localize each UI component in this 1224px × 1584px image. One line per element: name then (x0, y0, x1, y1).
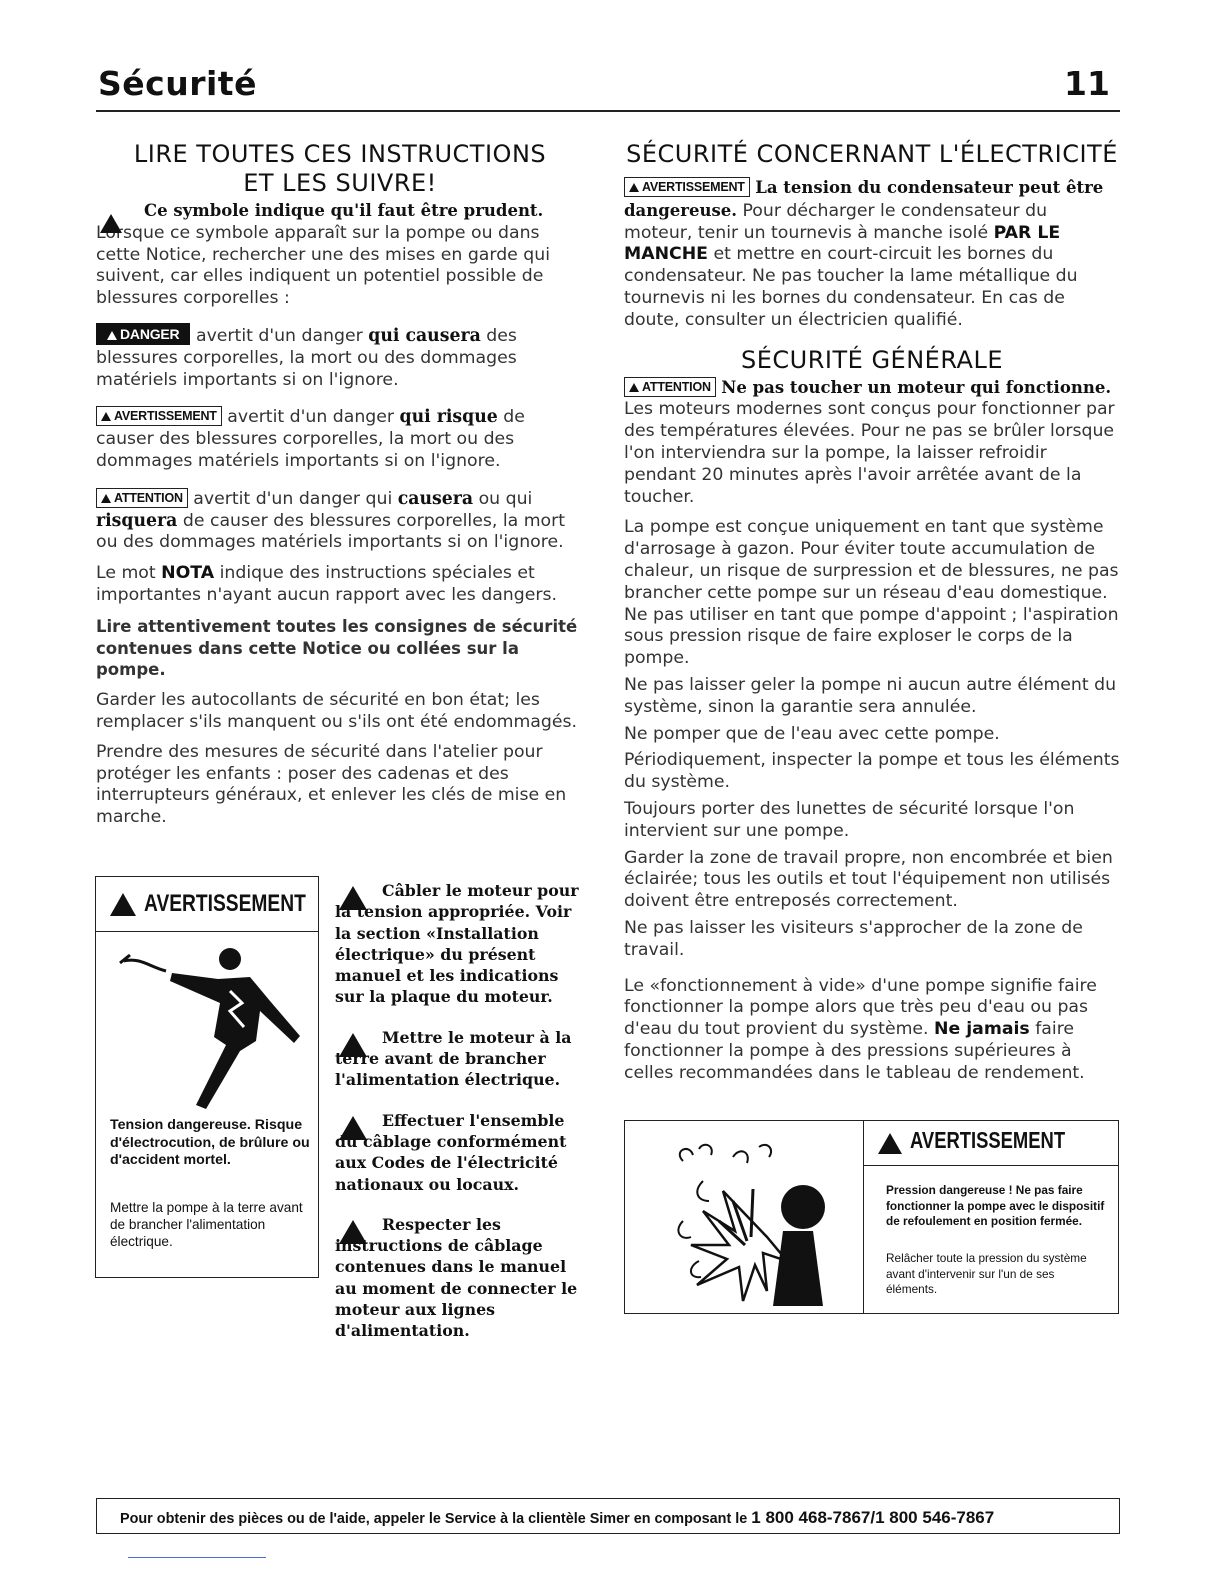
wiring-item: Respecter les instructions de câblage contenues dans le manuel au moment de connecter le moteur aux lignes d'alimentation. (335, 1214, 578, 1341)
warning-triangle-icon (339, 1116, 367, 1140)
wiring-item: Mettre le moteur à la terre avant de brancher l'alimentation électrique. (335, 1027, 572, 1090)
warning-triangle-icon (339, 1033, 367, 1057)
avertissement-paragraph: AVERTISSEMENT avertit d'un danger qui risque de causer des blessures corporelles, la mort ou des dommages matériels importants si on l'ignore. (96, 407, 525, 471)
electricity-heading: SÉCURITÉ CONCERNANT L'ÉLECTRICITÉ (626, 140, 1118, 168)
symbol-paragraph (96, 200, 584, 310)
pressure-warning-box (624, 1120, 1119, 1314)
lawn-pump-paragraph: La pompe est conçue uniquement en tant que système d'arrosage à gazon. Pour éviter toute accumulation de chaleur, un risque de surpression et de blessures, ne pas brancher cette pompe sur un réseau d'eau domestique. Ne pas utiliser en tant que pompe d'appoint ; l'aspiration sous pression risque de faire exploser le corps de la pompe. (624, 517, 1119, 669)
pressure-box-text-panel (863, 1121, 1119, 1313)
instructions-heading-line1: LIRE TOUTES CES INSTRUCTIONS (133, 140, 547, 168)
water-only-paragraph: Ne pomper que de l'eau avec cette pompe. (624, 723, 1000, 744)
general-safety-heading: SÉCURITÉ GÉNÉRALE (741, 345, 1003, 374)
avertissement-badge: AVERTISSEMENT (96, 406, 222, 426)
instructions-heading-line2: ET LES SUIVRE! (243, 169, 437, 197)
attention-badge: ATTENTION (96, 488, 188, 508)
wiring-instructions (335, 880, 585, 1342)
instructions-heading (96, 140, 584, 198)
danger-bold-text: qui causera (368, 325, 481, 346)
right-column (624, 140, 1120, 1084)
work-area-paragraph: Garder la zone de travail propre, non encombrée et bien éclairée; tous les outils et tout l'équipement non utilisés doivent être entreposés correctement. (624, 847, 1113, 912)
electrocution-figure-icon (110, 941, 310, 1111)
symbol-bold-text: Ce symbole indique qu'il faut être prudent. (144, 201, 544, 220)
footer-link-underline (128, 1557, 266, 1558)
decals-paragraph: Garder les autocollants de sécurité en bon état; les remplacer s'ils manquent ou s'ils ont été endommagés. (96, 690, 577, 732)
avert-bold-text: qui risque (399, 407, 498, 428)
pressure-box-header (864, 1121, 1119, 1166)
page-title: Sécurité (98, 64, 257, 103)
children-paragraph: Prendre des mesures de sécurité dans l'atelier pour protéger les enfants : poser des cadenas et des interrupteurs généraux, et enlever les clés de mise en marche. (96, 741, 567, 828)
header-rule (96, 110, 1120, 112)
nota-paragraph: Le mot NOTA indique des instructions spéciales et importantes n'ayant aucun rapport avec les dangers. (96, 563, 557, 605)
danger-badge: DANGER (96, 323, 190, 345)
electrical-shock-warning-box (95, 876, 319, 1278)
footer-text (120, 1508, 994, 1528)
warning-triangle-icon (339, 1220, 367, 1244)
goggles-paragraph: Toujours porter des lunettes de sécurité lorsque l'on intervient sur une pompe. (624, 798, 1075, 841)
pressure-box-text: Relâcher toute la pression du système avant d'intervenir sur l'un de ses éléments. (886, 1251, 1087, 1296)
left-column (96, 140, 584, 829)
inspect-paragraph: Périodiquement, inspecter la pompe et tous les éléments du système. (624, 750, 1120, 793)
pressure-box-heading: AVERTISSEMENT (910, 1127, 1066, 1153)
shock-box-header (96, 877, 318, 932)
attention-paragraph: ATTENTION avertit d'un danger qui causera ou qui risquera de causer des blessures corporelles, la mort ou des dommages matériels importants si on l'ignore. (96, 488, 566, 553)
avertissement-badge: AVERTISSEMENT (624, 177, 750, 197)
dry-run-paragraph: Le «fonctionnement à vide» d'une pompe signifie faire fonctionner la pompe alors que très peu d'eau ou pas d'eau du tout provient du système. Ne jamais faire fonctionner la pompe à des pressions supérieures à celles recommandées dans le tableau de rendement. (624, 975, 1097, 1083)
shock-box-text: Mettre la pompe à la terre avant de brancher l'alimentation électrique. (110, 1200, 303, 1249)
warning-triangle-icon (110, 893, 136, 916)
danger-paragraph: DANGER avertit d'un danger qui causera des blessures corporelles, la mort ou des dommages matériels importants si on l'ignore. (96, 323, 584, 391)
wiring-item: Câbler le moteur pour la tension appropriée. Voir la section «Installation électrique» du présent manuel et les indications sur la plaque du moteur. (335, 881, 579, 1007)
warning-triangle-icon (878, 1133, 902, 1154)
read-instructions-paragraph: Lire attentivement toutes les consignes de sécurité contenues dans cette Notice ou collées sur la pompe. (96, 616, 578, 680)
footer-phone-numbers: 1 800 468-7867/1 800 546-7867 (751, 1508, 995, 1527)
footer-help-text: Pour obtenir des pièces ou de l'aide, appeler le Service à la clientèle Simer en composant le (120, 1511, 748, 1527)
page-number: 11 (1064, 64, 1110, 103)
freeze-paragraph: Ne pas laisser geler la pompe ni aucun autre élément du système, sinon la garantie sera annulée. (624, 674, 1117, 717)
shock-box-heading: AVERTISSEMENT (144, 890, 306, 917)
warning-triangle-icon (100, 214, 122, 233)
warning-triangle-icon (107, 331, 117, 340)
warning-triangle-icon (101, 412, 111, 421)
attention-badge: ATTENTION (624, 377, 716, 397)
warning-triangle-icon (339, 886, 367, 910)
visitors-paragraph: Ne pas laisser les visiteurs s'approcher de la zone de travail. (624, 917, 1083, 960)
wiring-item: Effectuer l'ensemble du câblage conformément aux Codes de l'électricité nationaux ou locaux. (335, 1110, 567, 1194)
hot-motor-paragraph: ATTENTION Ne pas toucher un moteur qui fonctionne. Les moteurs modernes sont conçus pour fonctionner par des températures élevées. Pour ne pas se brûler lorsque l'on interviendra sur la pompe, la laisser refroidir pendant 20 minutes après l'avoir arrêtée avant de la toucher. (624, 377, 1115, 507)
warning-triangle-icon (629, 383, 639, 392)
pressure-box-bold-text: Pression dangereuse ! Ne pas faire fonctionner la pompe avec le dispositif de refoulement en position fermée. (886, 1183, 1105, 1228)
warning-triangle-icon (629, 183, 639, 192)
symbol-text: Lorsque ce symbole apparaît sur la pompe ou dans cette Notice, rechercher une des mises en garde qui suivent, car elles indiquent un potentiel possible de blessures corporelles : (96, 222, 551, 309)
pressure-explosion-figure-icon (663, 1141, 833, 1306)
shock-box-bold-text: Tension dangereuse. Risque d'électrocution, de brûlure ou d'accident mortel. (110, 1117, 310, 1168)
capacitor-paragraph: AVERTISSEMENT La tension du condensateur peut être dangereuse. Pour décharger le condensateur du moteur, tenir un tournevis à manche isolé PAR LE MANCHE et mettre en court-circuit les bornes du condensateur. Ne pas toucher la lame métallique du tournevis ni les bornes du condensateur. En cas de doute, consulter un électricien qualifié. (624, 178, 1104, 330)
warning-triangle-icon (101, 494, 111, 503)
